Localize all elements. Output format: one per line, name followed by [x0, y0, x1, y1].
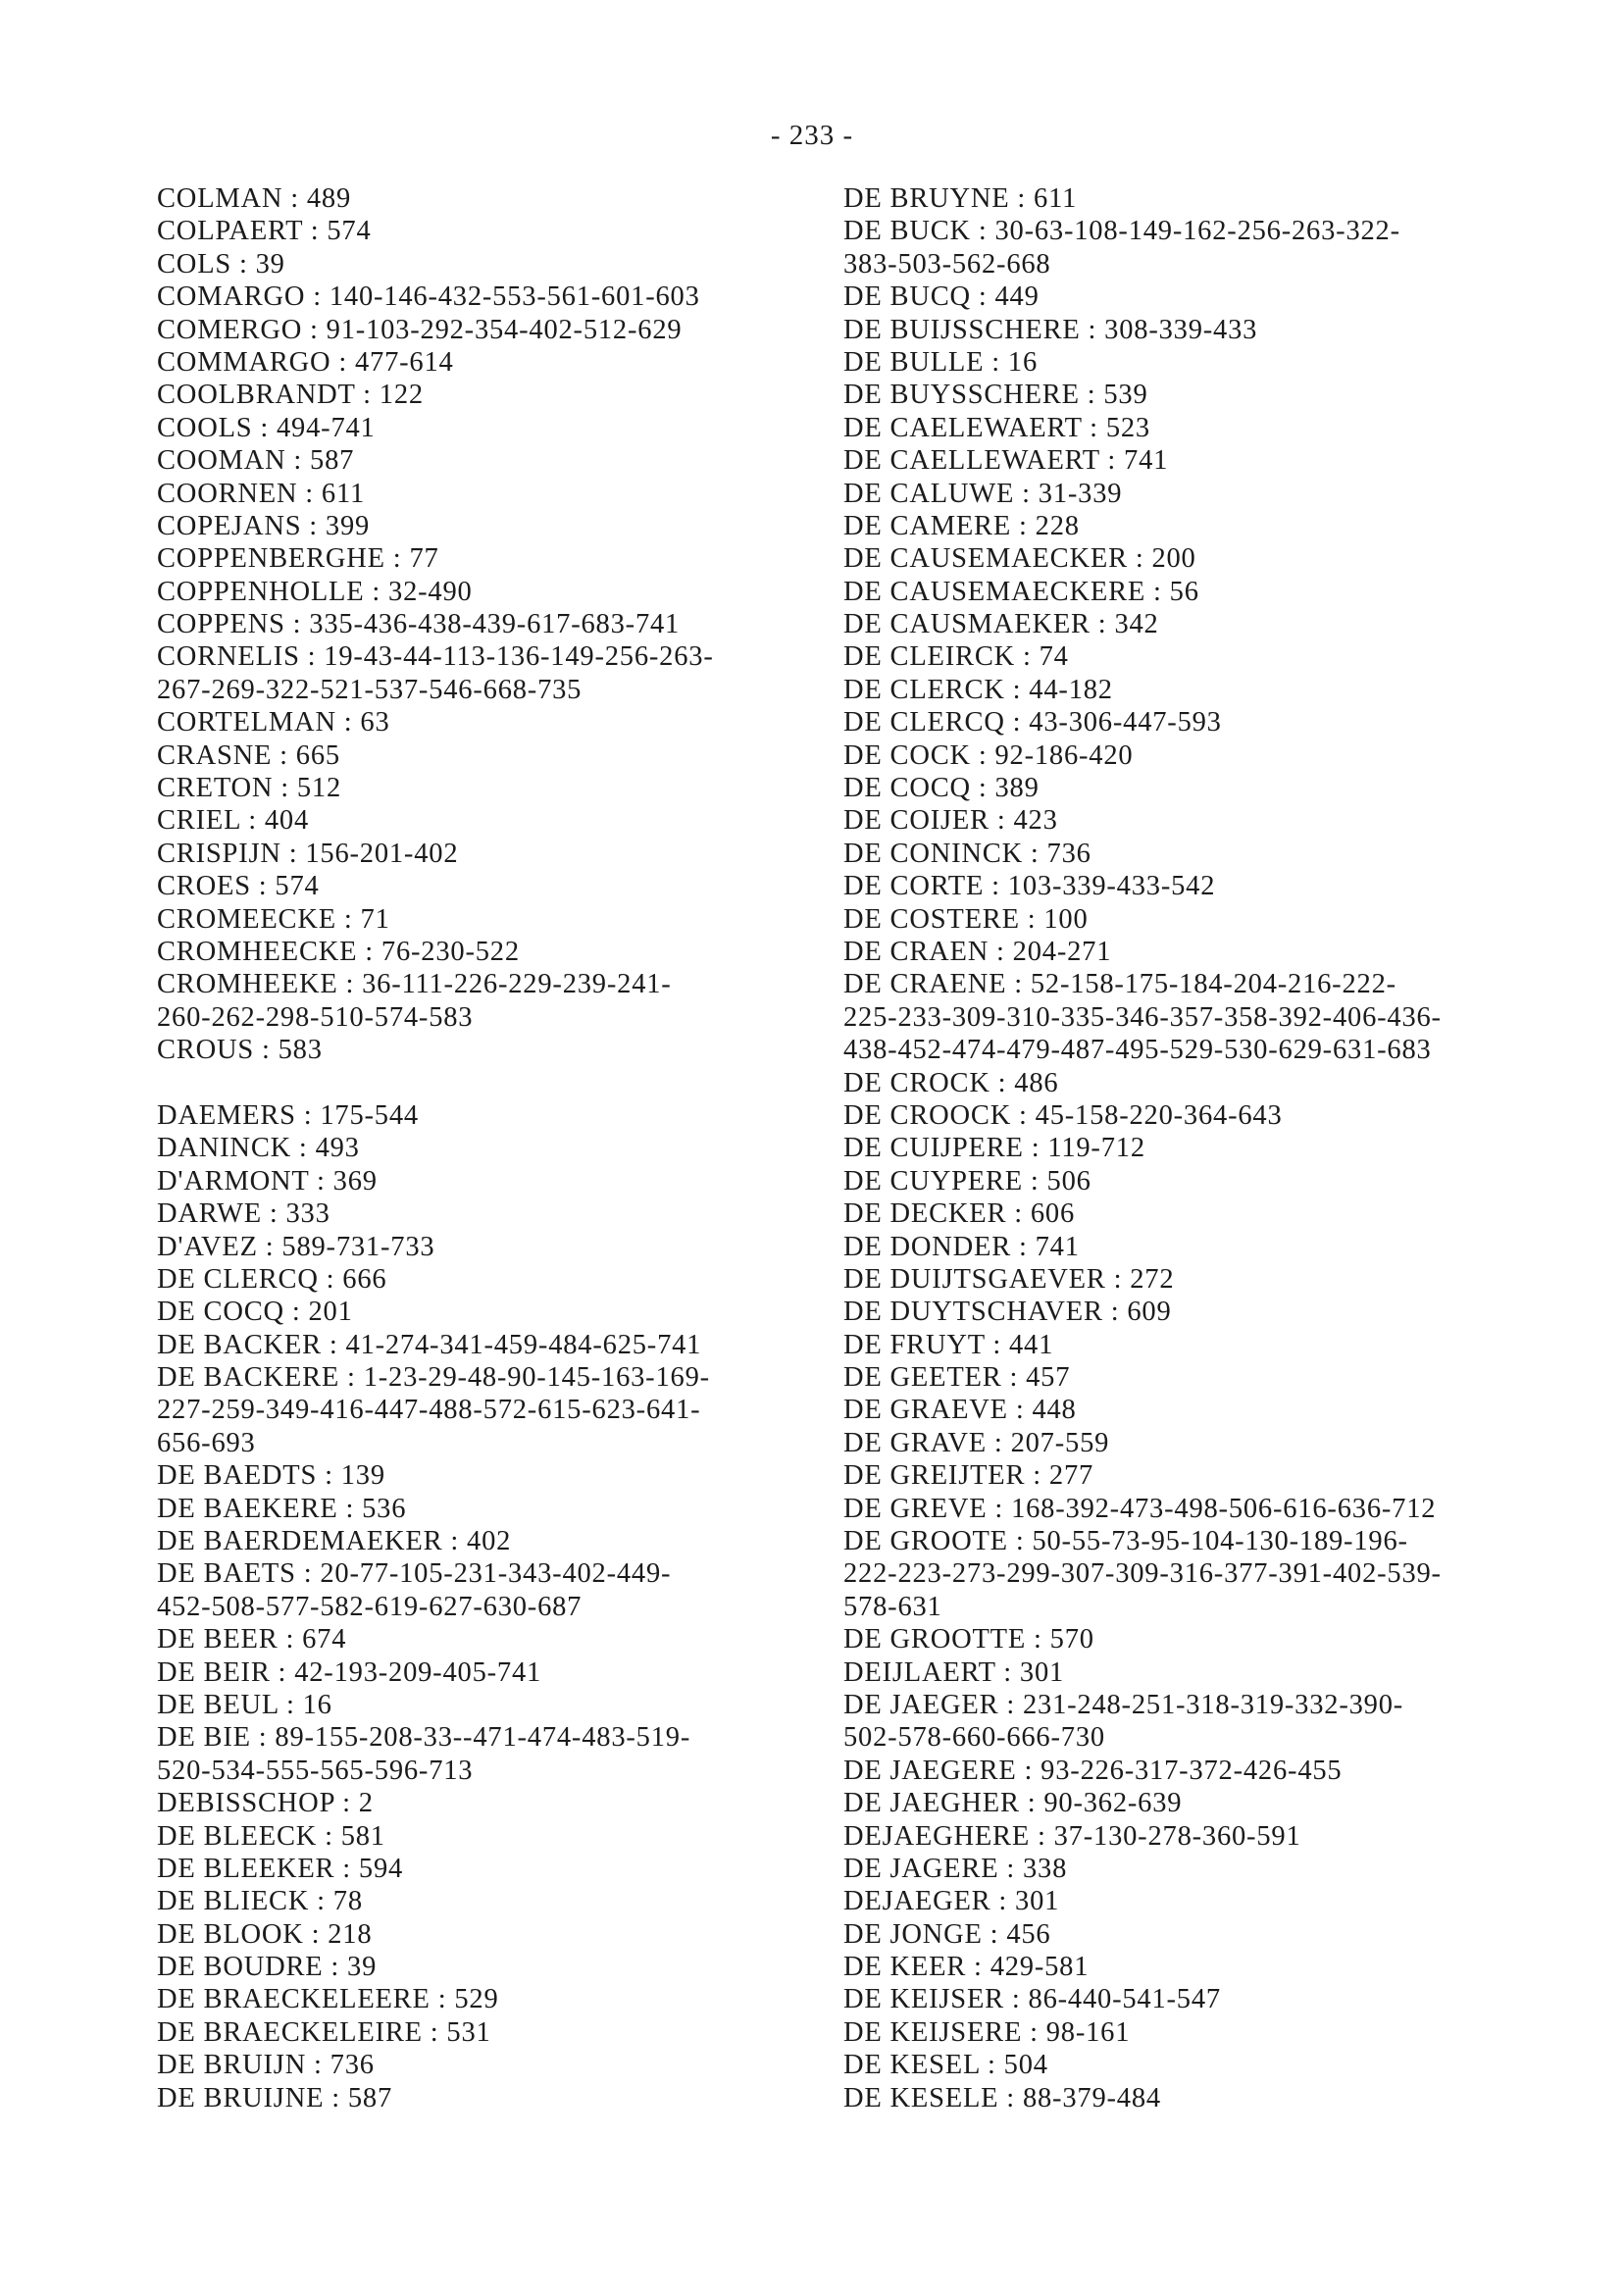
index-entry: DE BACKERE : 1-23-29-48-90-145-163-169- [157, 1362, 710, 1394]
index-entry: DE JAEGHER : 90-362-639 [843, 1788, 1183, 1819]
index-entry: DE COSTERE : 100 [843, 903, 1089, 935]
index-entry: DE DONDER : 741 [843, 1231, 1080, 1262]
index-entry: DEIJLAERT : 301 [843, 1656, 1065, 1688]
index-entry: DE CRAENE : 52-158-175-184-204-216-222- [843, 969, 1396, 1000]
index-entry: COMERGO : 91-103-292-354-402-512-629 [157, 314, 683, 345]
index-entry: DE BRAECKELEERE : 529 [157, 1984, 499, 2015]
index-entry: DE BAERDEMAEKER : 402 [157, 1526, 512, 1557]
index-entry: DE CUIJPERE : 119-712 [843, 1133, 1145, 1164]
index-entry: DE JAGERE : 338 [843, 1853, 1068, 1884]
index-entry: DE COCK : 92-186-420 [843, 739, 1134, 771]
index-entry: DE BUCK : 30-63-108-149-162-256-263-322- [843, 216, 1400, 247]
index-entry: DE GRAEVE : 448 [843, 1395, 1077, 1426]
index-entry: DE CRAEN : 204-271 [843, 936, 1112, 967]
index-entry: DE JAEGER : 231-248-251-318-319-332-390- [843, 1689, 1404, 1720]
index-entry: DE BLOOK : 218 [157, 1918, 373, 1950]
index-entry: DE COIJER : 423 [843, 805, 1058, 837]
index-entry: DEBISSCHOP : 2 [157, 1788, 374, 1819]
index-entry: DE BRUYNE : 611 [843, 183, 1078, 214]
index-entry: DE GRAVE : 207-559 [843, 1427, 1110, 1458]
index-entry: COPPENHOLLE : 32-490 [157, 576, 473, 607]
index-entry: DE CORTE : 103-339-433-542 [843, 871, 1216, 902]
index-entry: DE BRUIJN : 736 [157, 2050, 375, 2081]
index-entry: DE GROOTE : 50-55-73-95-104-130-189-196- [843, 1526, 1408, 1557]
index-entry: DE BAETS : 20-77-105-231-343-402-449- [157, 1558, 672, 1590]
index-entry: CORNELIS : 19-43-44-113-136-149-256-263- [157, 641, 714, 673]
index-entry: DE CAELEWAERT : 523 [843, 412, 1150, 443]
index-entry: COLPAERT : 574 [157, 216, 372, 247]
index-entry: COMMARGO : 477-614 [157, 346, 454, 378]
index-entry: DE KESEL : 504 [843, 2050, 1048, 2081]
index-entry: 267-269-322-521-537-546-668-735 [157, 674, 583, 705]
index-entry: CRIEL : 404 [157, 805, 309, 837]
index-entry: COPEJANS : 399 [157, 510, 371, 541]
index-entry: DE BIE : 89-155-208-33--471-474-483-519- [157, 1722, 691, 1754]
index-entry: DE CROCK : 486 [843, 1067, 1059, 1098]
index-entry: COOLS : 494-741 [157, 412, 376, 443]
index-entry: DE CROOCK : 45-158-220-364-643 [843, 1099, 1283, 1131]
index-entry: DE KEIJSER : 86-440-541-547 [843, 1984, 1221, 2015]
index-entry: COPPENBERGHE : 77 [157, 543, 439, 575]
index-entry: CRISPIJN : 156-201-402 [157, 838, 459, 869]
index-entry: DE KESELE : 88-379-484 [843, 2082, 1161, 2113]
index-entry: CROMHEEKE : 36-111-226-229-239-241- [157, 969, 672, 1000]
index-entry: DE CAELLEWAERT : 741 [843, 445, 1169, 477]
index-entry: 520-534-555-565-596-713 [157, 1755, 474, 1786]
index-entry: DANINCK : 493 [157, 1133, 360, 1164]
index-entry: COOMAN : 587 [157, 445, 355, 477]
index-entry: D'AVEZ : 589-731-733 [157, 1231, 435, 1262]
index-entry: DE BRUIJNE : 587 [157, 2082, 393, 2113]
index-entry: DE DUYTSCHAVER : 609 [843, 1297, 1172, 1328]
index-entry: COORNEN : 611 [157, 478, 366, 509]
index-entry: DE BUIJSSCHERE : 308-339-433 [843, 314, 1258, 345]
index-entry: DE BUYSSCHERE : 539 [843, 380, 1148, 411]
index-entry: DE BEUL : 16 [157, 1689, 332, 1720]
index-entry: CROES : 574 [157, 871, 320, 902]
index-entry: 438-452-474-479-487-495-529-530-629-631-683 [843, 1035, 1432, 1066]
index-entry: DEJAEGHERE : 37-130-278-360-591 [843, 1820, 1301, 1852]
index-entry: DE BRAECKELEIRE : 531 [157, 2016, 491, 2048]
index-entry: DE CLERCQ : 666 [157, 1263, 387, 1295]
index-column-right [843, 182, 1559, 2114]
index-entry: DE DUIJTSGAEVER : 272 [843, 1263, 1175, 1295]
index-entry: 227-259-349-416-447-488-572-615-623-641- [157, 1395, 701, 1426]
page-number: - 233 - [770, 120, 854, 151]
index-entry: DE GEETER : 457 [843, 1362, 1071, 1394]
index-entry: DARWE : 333 [157, 1198, 330, 1230]
index-entry: DE DECKER : 606 [843, 1198, 1076, 1230]
index-entry: 578-631 [843, 1591, 942, 1622]
index-entry: DE KEER : 429-581 [843, 1952, 1090, 1983]
index-entry [157, 1067, 843, 1099]
index-entry: 260-262-298-510-574-583 [157, 1001, 474, 1033]
index-entry: DE CLEIRCK : 74 [843, 641, 1069, 673]
index-entry: DE FRUYT : 441 [843, 1329, 1054, 1360]
index-entry: DE BOUDRE : 39 [157, 1952, 378, 1983]
index-entry: DE CLERCK : 44-182 [843, 674, 1113, 705]
index-entry: DE CUYPERE : 506 [843, 1165, 1091, 1196]
index-entry: COMARGO : 140-146-432-553-561-601-603 [157, 281, 700, 313]
index-entry: DE JAEGERE : 93-226-317-372-426-455 [843, 1755, 1343, 1786]
index-entry: DE CAUSEMAECKERE : 56 [843, 576, 1199, 607]
index-entry: DE BLIECK : 78 [157, 1886, 363, 1917]
index-entry: DE BULLE : 16 [843, 346, 1039, 378]
index-entry: DE GREIJTER : 277 [843, 1460, 1094, 1492]
index-entry: DE BAEDTS : 139 [157, 1460, 385, 1492]
index-entry: DE CAUSMAEKER : 342 [843, 609, 1159, 640]
index-entry: CROMEECKE : 71 [157, 903, 390, 935]
index-entry: 222-223-273-299-307-309-316-377-391-402-539- [843, 1558, 1442, 1590]
index-entry: DE CALUWE : 31-339 [843, 478, 1123, 509]
index-entry: DE CAMERE : 228 [843, 510, 1080, 541]
index-entry: 225-233-309-310-335-346-357-358-392-406-436- [843, 1001, 1442, 1033]
index-entry: COLS : 39 [157, 248, 285, 280]
index-entry: 502-578-660-666-730 [843, 1722, 1105, 1754]
index-entry: CORTELMAN : 63 [157, 707, 390, 738]
index-entry: CROUS : 583 [157, 1035, 323, 1066]
index-entry: DE BEIR : 42-193-209-405-741 [157, 1656, 542, 1688]
index-entry: DE BLEECK : 581 [157, 1820, 385, 1852]
index-entry: DE GROOTTE : 570 [843, 1624, 1094, 1655]
index-entry: DE BACKER : 41-274-341-459-484-625-741 [157, 1329, 702, 1360]
index-entry: DE COCQ : 201 [157, 1297, 353, 1328]
index-entry: DEJAEGER : 301 [843, 1886, 1060, 1917]
index-entry: COOLBRANDT : 122 [157, 380, 424, 411]
index-entry: DE KEIJSERE : 98-161 [843, 2016, 1131, 2048]
index-column-left [157, 182, 843, 2114]
index-entry: COPPENS : 335-436-438-439-617-683-741 [157, 609, 681, 640]
index-entry: DE JONGE : 456 [843, 1918, 1051, 1950]
index-entry: DE BLEEKER : 594 [157, 1853, 404, 1884]
index-entry: DE GREVE : 168-392-473-498-506-616-636-712 [843, 1493, 1437, 1524]
index-entry: DE BEER : 674 [157, 1624, 347, 1655]
index-entry: DE CAUSEMAECKER : 200 [843, 543, 1196, 575]
index-entry: 452-508-577-582-619-627-630-687 [157, 1591, 583, 1622]
index-entry: COLMAN : 489 [157, 183, 352, 214]
index-entry: 383-503-562-668 [843, 248, 1051, 280]
index-entry: CRETON : 512 [157, 773, 342, 804]
index-entry: CRASNE : 665 [157, 739, 340, 771]
index-entry: DE BUCQ : 449 [843, 281, 1040, 313]
index-entry: DAEMERS : 175-544 [157, 1099, 419, 1131]
index-entry: DE CLERCQ : 43-306-447-593 [843, 707, 1222, 738]
index-entry: CROMHEECKE : 76-230-522 [157, 936, 520, 967]
index-entry: DE CONINCK : 736 [843, 838, 1091, 869]
index-entry: 656-693 [157, 1427, 256, 1458]
index-entry: DE BAEKERE : 536 [157, 1493, 407, 1524]
index-entry: DE COCQ : 389 [843, 773, 1040, 804]
index-entry: D'ARMONT : 369 [157, 1165, 378, 1196]
